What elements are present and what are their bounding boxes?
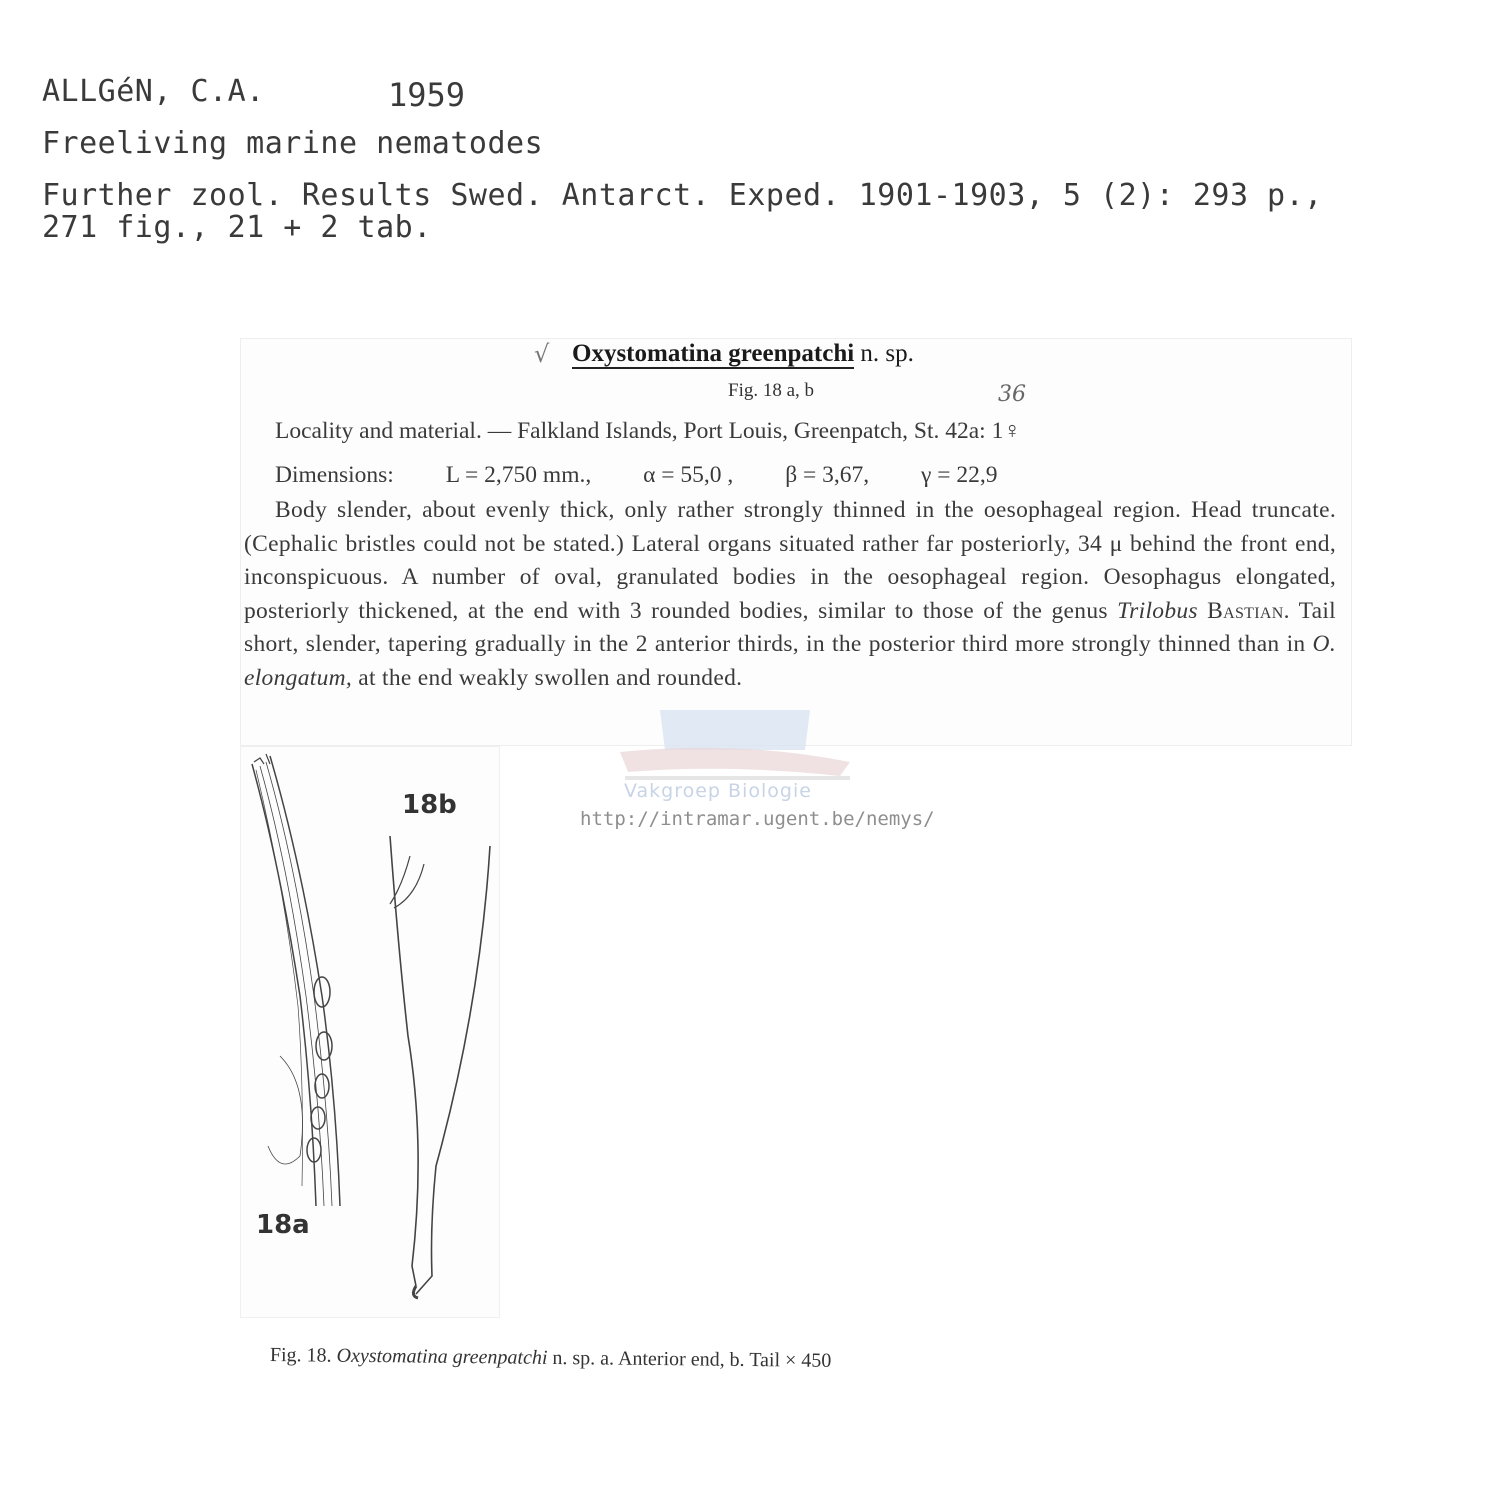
dimensions-label: Dimensions:: [275, 462, 394, 488]
dimension-L: L = 2,750 mm.,: [445, 462, 592, 488]
species-description: [244, 494, 1336, 695]
caption-species-name: Oxystomatina greenpatchi: [336, 1344, 548, 1369]
caption-rest: n. sp. a. Anterior end, b. Tail × 450: [547, 1346, 832, 1372]
dimension-alpha: α = 55,0 ,: [643, 462, 734, 488]
reference-author: ALLGéN, C.A.: [42, 74, 265, 109]
comparison-species: O. elongatum,: [244, 631, 1336, 691]
anterior-end-drawing: [252, 754, 340, 1206]
reference-title: Freeliving marine nematodes: [42, 126, 544, 161]
species-name: Oxystomatina greenpatchi: [572, 340, 855, 367]
figure-caption: [270, 1344, 832, 1373]
watermark-text: Vakgroep Biologie: [624, 780, 812, 802]
description-part-1: Body slender, about evenly thick, only rather strongly thinned in the oesophageal region. Head truncate. (Cephalic bristles could not be stated.) Lateral organs situated rather far posteriorly, 34 μ behind the front end, inconspicuous. A number of oval, granulated bodies in the oesophageal region. Oesophagus elongated, posteriorly thickened, at the end with 3 rounded bodies, similar to those of the genus: [244, 497, 1336, 624]
figure-label-b: 18b: [402, 790, 457, 820]
reference-citation-line1: Further zool. Results Swed. Antarct. Exped. 1901-1903, 5 (2): 293 p.,: [42, 178, 1323, 213]
description-part-2: . Tail short, slender, tapering gradually in the 2 anterior thirds, in the posterior third more strongly thinned than in: [244, 597, 1337, 657]
figure-reference: Fig. 18 a, b: [728, 380, 815, 401]
caption-prefix: Fig. 18.: [269, 1344, 337, 1367]
handwritten-number: 36: [998, 382, 1026, 407]
genus-authority: Bastian: [1207, 597, 1284, 624]
dimensions-line: [275, 462, 998, 489]
watermark-url: http://intramar.ugent.be/nemys/: [580, 808, 935, 830]
reference-year: 1959: [388, 76, 466, 114]
dimension-beta: β = 3,67,: [785, 462, 870, 488]
locality-line: Locality and material. — Falkland Islands, Port Louis, Greenpatch, St. 42a: 1♀: [275, 418, 1021, 444]
reference-citation-line2: 271 fig., 21 + 2 tab.: [42, 210, 432, 245]
description-part-3: at the end weakly swollen and rounded.: [352, 664, 743, 691]
check-mark-icon: √: [534, 340, 550, 368]
species-heading: [572, 340, 914, 368]
genus-name: Trilobus: [1117, 597, 1198, 624]
dimension-gamma: γ = 22,9: [921, 462, 998, 488]
figure-label-a: 18a: [256, 1210, 310, 1240]
species-suffix: n. sp.: [854, 340, 914, 367]
tail-drawing: [390, 836, 490, 1298]
